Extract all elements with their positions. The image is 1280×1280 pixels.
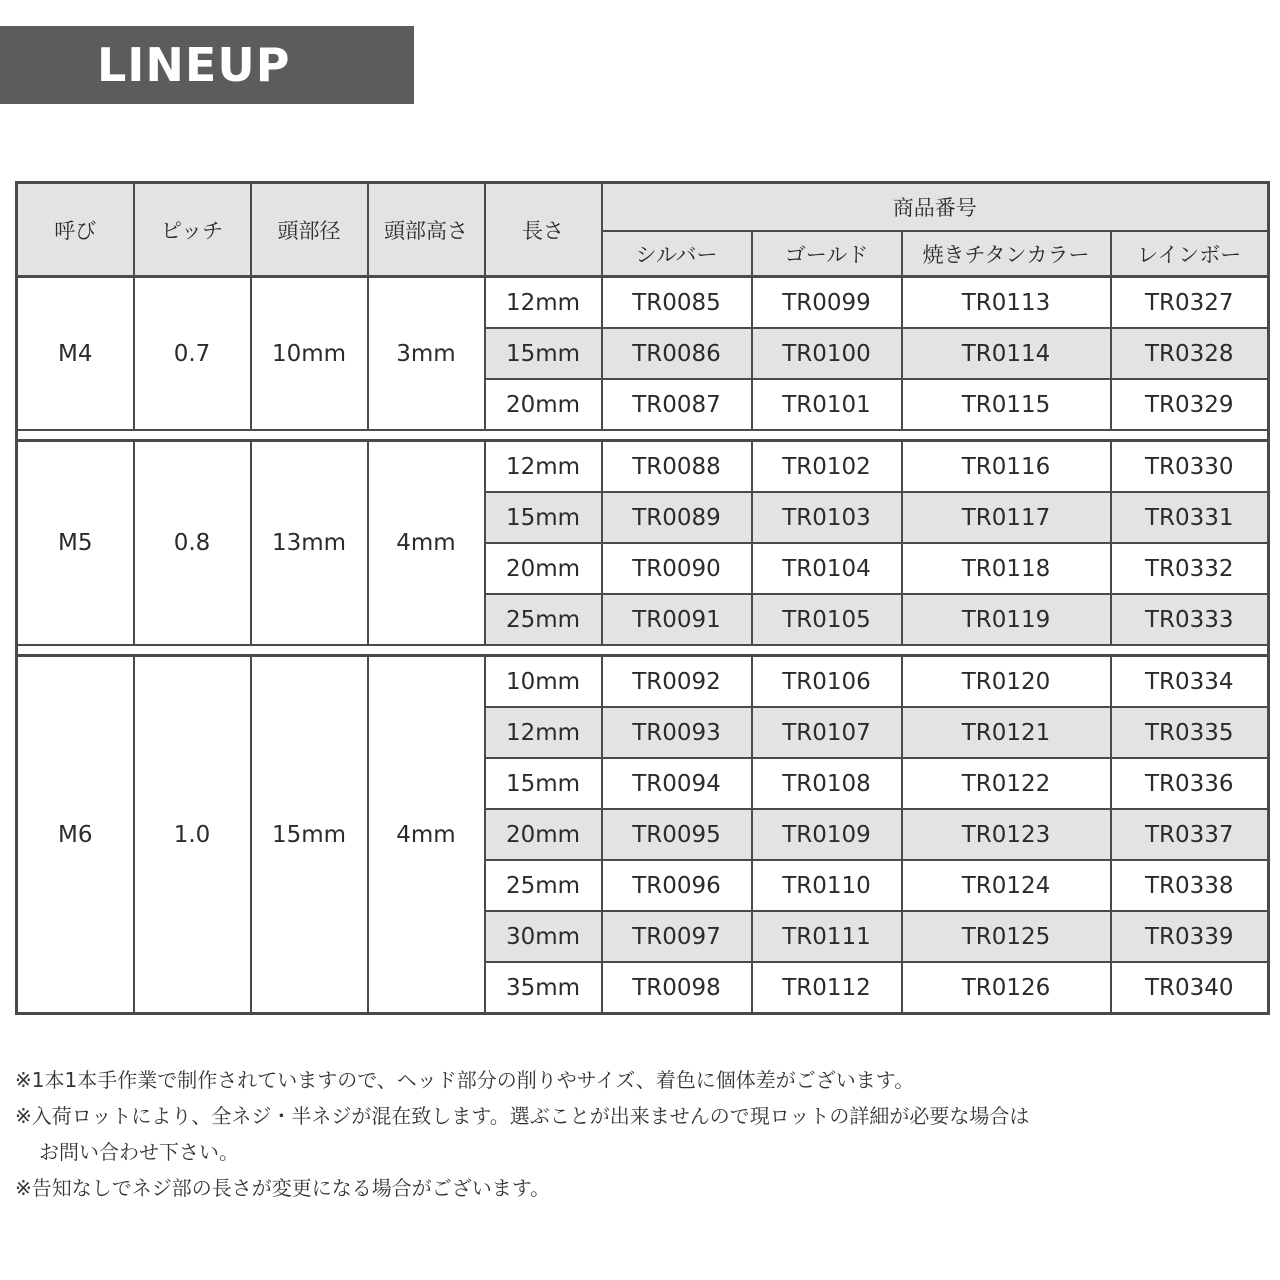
header-color-gold: ゴールド — [752, 231, 902, 277]
header-pitch: ピッチ — [134, 183, 251, 277]
product-code-cell: TR0329 — [1111, 379, 1269, 430]
header-color-silver: シルバー — [602, 231, 752, 277]
product-code-cell: TR0338 — [1111, 860, 1269, 911]
header-head-diameter: 頭部径 — [251, 183, 368, 277]
product-code-cell: TR0335 — [1111, 707, 1269, 758]
product-code-cell: TR0124 — [902, 860, 1111, 911]
product-code-cell: TR0103 — [752, 492, 902, 543]
header-color-burnt-titanium: 焼きチタンカラー — [902, 231, 1111, 277]
product-code-cell: TR0111 — [752, 911, 902, 962]
length-cell: 25mm — [485, 594, 602, 645]
product-code-cell: TR0122 — [902, 758, 1111, 809]
note-line: ※1本1本手作業で制作されていますので、ヘッド部分の削りやサイズ、着色に個体差がございます。 — [15, 1068, 915, 1092]
product-code-cell: TR0120 — [902, 656, 1111, 708]
header-nominal: 呼び — [17, 183, 134, 277]
product-code-cell: TR0339 — [1111, 911, 1269, 962]
notes — [15, 1062, 1267, 1206]
group-separator — [17, 645, 1269, 656]
head-height-cell: 4mm — [368, 656, 485, 1014]
group-separator-cell — [17, 430, 1269, 441]
product-code-cell: TR0100 — [752, 328, 902, 379]
product-code-cell: TR0112 — [752, 962, 902, 1014]
pitch-cell: 1.0 — [134, 656, 251, 1014]
product-code-cell: TR0107 — [752, 707, 902, 758]
product-code-cell: TR0102 — [752, 441, 902, 493]
table-row — [17, 656, 1269, 708]
head-diameter-cell: 10mm — [251, 277, 368, 431]
note-line: ※告知なしでネジ部の長さが変更になる場合がございます。 — [15, 1176, 551, 1200]
product-code-cell: TR0088 — [602, 441, 752, 493]
product-code-cell: TR0098 — [602, 962, 752, 1014]
header-color-rainbow: レインボー — [1111, 231, 1269, 277]
product-code-cell: TR0095 — [602, 809, 752, 860]
product-code-cell: TR0126 — [902, 962, 1111, 1014]
length-cell: 12mm — [485, 441, 602, 493]
head-diameter-cell: 15mm — [251, 656, 368, 1014]
product-code-cell: TR0101 — [752, 379, 902, 430]
pitch-cell: 0.7 — [134, 277, 251, 431]
product-code-cell: TR0123 — [902, 809, 1111, 860]
table-row — [17, 277, 1269, 329]
product-code-cell: TR0336 — [1111, 758, 1269, 809]
product-code-cell: TR0125 — [902, 911, 1111, 962]
product-code-cell: TR0110 — [752, 860, 902, 911]
pitch-cell: 0.8 — [134, 441, 251, 646]
product-code-cell: TR0114 — [902, 328, 1111, 379]
product-code-cell: TR0118 — [902, 543, 1111, 594]
length-cell: 35mm — [485, 962, 602, 1014]
product-code-cell: TR0340 — [1111, 962, 1269, 1014]
product-code-cell: TR0096 — [602, 860, 752, 911]
product-code-cell: TR0330 — [1111, 441, 1269, 493]
nominal-cell: M6 — [17, 656, 134, 1014]
nominal-cell: M5 — [17, 441, 134, 646]
header-head-height: 頭部高さ — [368, 183, 485, 277]
product-code-cell: TR0089 — [602, 492, 752, 543]
product-code-cell: TR0334 — [1111, 656, 1269, 708]
length-cell: 20mm — [485, 809, 602, 860]
product-code-cell: TR0104 — [752, 543, 902, 594]
head-diameter-cell: 13mm — [251, 441, 368, 646]
length-cell: 15mm — [485, 492, 602, 543]
product-code-cell: TR0119 — [902, 594, 1111, 645]
product-code-cell: TR0092 — [602, 656, 752, 708]
note-line: お問い合わせ下さい。 — [39, 1140, 239, 1164]
group-separator — [17, 430, 1269, 441]
note-line: ※入荷ロットにより、全ネジ・半ネジが混在致します。選ぶことが出来ませんので現ロットの詳細が必要な場合は — [15, 1104, 1030, 1128]
product-code-cell: TR0108 — [752, 758, 902, 809]
length-cell: 12mm — [485, 707, 602, 758]
product-code-cell: TR0106 — [752, 656, 902, 708]
length-cell: 12mm — [485, 277, 602, 329]
length-cell: 15mm — [485, 758, 602, 809]
product-code-cell: TR0099 — [752, 277, 902, 329]
product-code-cell: TR0109 — [752, 809, 902, 860]
head-height-cell: 4mm — [368, 441, 485, 646]
head-height-cell: 3mm — [368, 277, 485, 431]
header-product-number: 商品番号 — [602, 183, 1269, 232]
product-code-cell: TR0121 — [902, 707, 1111, 758]
length-cell: 15mm — [485, 328, 602, 379]
product-code-cell: TR0091 — [602, 594, 752, 645]
length-cell: 20mm — [485, 543, 602, 594]
header-length: 長さ — [485, 183, 602, 277]
product-code-cell: TR0332 — [1111, 543, 1269, 594]
product-code-cell: TR0093 — [602, 707, 752, 758]
product-code-cell: TR0087 — [602, 379, 752, 430]
length-cell: 20mm — [485, 379, 602, 430]
nominal-cell: M4 — [17, 277, 134, 431]
length-cell: 25mm — [485, 860, 602, 911]
lineup-table — [15, 181, 1270, 1015]
product-code-cell: TR0337 — [1111, 809, 1269, 860]
product-code-cell: TR0333 — [1111, 594, 1269, 645]
length-cell: 30mm — [485, 911, 602, 962]
product-code-cell: TR0328 — [1111, 328, 1269, 379]
product-code-cell: TR0090 — [602, 543, 752, 594]
product-code-cell: TR0327 — [1111, 277, 1269, 329]
length-cell: 10mm — [485, 656, 602, 708]
product-code-cell: TR0086 — [602, 328, 752, 379]
table-row — [17, 441, 1269, 493]
page-title: LINEUP — [97, 38, 291, 92]
product-code-cell: TR0085 — [602, 277, 752, 329]
product-code-cell: TR0097 — [602, 911, 752, 962]
table-body — [17, 277, 1269, 1014]
product-code-cell: TR0105 — [752, 594, 902, 645]
product-code-cell: TR0094 — [602, 758, 752, 809]
product-code-cell: TR0331 — [1111, 492, 1269, 543]
product-code-cell: TR0116 — [902, 441, 1111, 493]
product-code-cell: TR0115 — [902, 379, 1111, 430]
group-separator-cell — [17, 645, 1269, 656]
product-code-cell: TR0113 — [902, 277, 1111, 329]
product-code-cell: TR0117 — [902, 492, 1111, 543]
lineup-banner — [0, 26, 414, 104]
